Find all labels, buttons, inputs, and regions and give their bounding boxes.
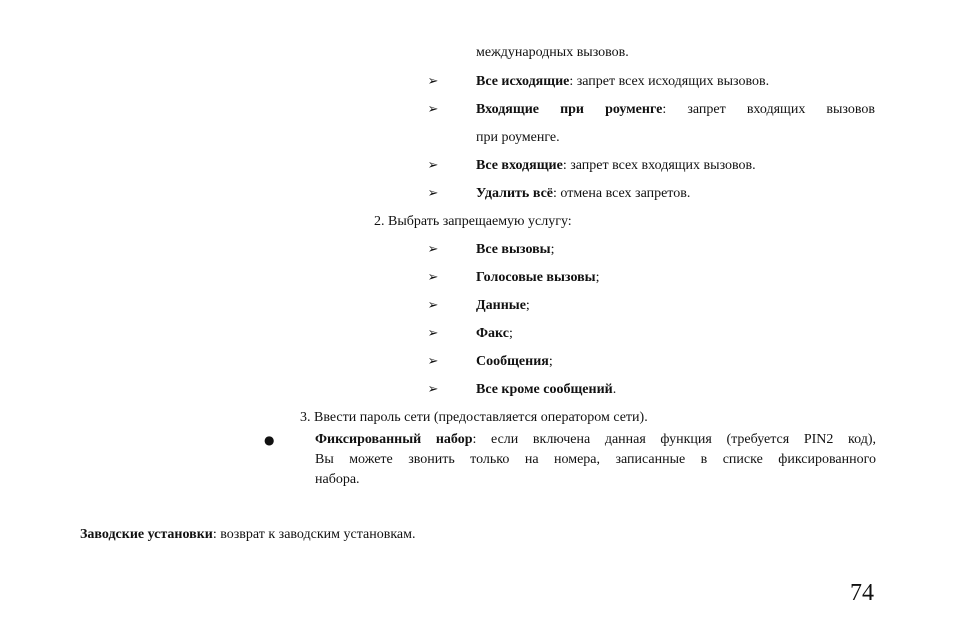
arrow-bullet-icon: ➢ [427,354,439,369]
list-item-all-incoming: Все входящие: запрет всех входящих вызовов. [476,158,756,173]
arrow-bullet-icon: ➢ [427,74,439,89]
list-item-incoming-roaming-cont: при роуменге. [476,130,560,145]
arrow-bullet-icon: ➢ [427,270,439,285]
service-item-data: Данные; [476,298,530,313]
service-item-voice-calls: Голосовые вызовы; [476,270,600,285]
continuation-line: международных вызовов. [476,45,629,60]
fixed-dialing-line-3: набора. [315,472,360,487]
arrow-bullet-icon: ➢ [427,186,439,201]
service-item-all-calls: Все вызовы; [476,242,555,257]
list-item-all-outgoing: Все исходящие: запрет всех исходящих вызовов. [476,74,770,89]
bullet-icon: ● [264,433,275,447]
list-item-delete-all: Удалить всё: отмена всех запретов. [476,186,691,201]
list-item-incoming-roaming: Входящие при роуменге: запрет входящих вызовов [476,102,876,117]
service-item-fax: Факс; [476,326,513,341]
service-item-all-except-messages: Все кроме сообщений. [476,382,617,397]
step-3-text: 3. Ввести пароль сети (предоставляется оператором сети). [300,410,648,425]
arrow-bullet-icon: ➢ [427,242,439,257]
arrow-bullet-icon: ➢ [427,158,439,173]
step-2-text: 2. Выбрать запрещаемую услугу: [374,214,572,229]
arrow-bullet-icon: ➢ [427,326,439,341]
factory-settings-line: Заводские установки: возврат к заводским установкам. [80,527,416,542]
arrow-bullet-icon: ➢ [427,102,439,117]
fixed-dialing-line-1: Фиксированный набор: если включена данная функция (требуется PIN2 код), [315,432,876,447]
arrow-bullet-icon: ➢ [427,298,439,313]
fixed-dialing-line-2: Вы можете звонить только на номера, записанные в списке фиксированного [315,452,876,467]
arrow-bullet-icon: ➢ [427,382,439,397]
service-item-messages: Сообщения; [476,354,553,369]
page-number: 74 [850,580,874,606]
